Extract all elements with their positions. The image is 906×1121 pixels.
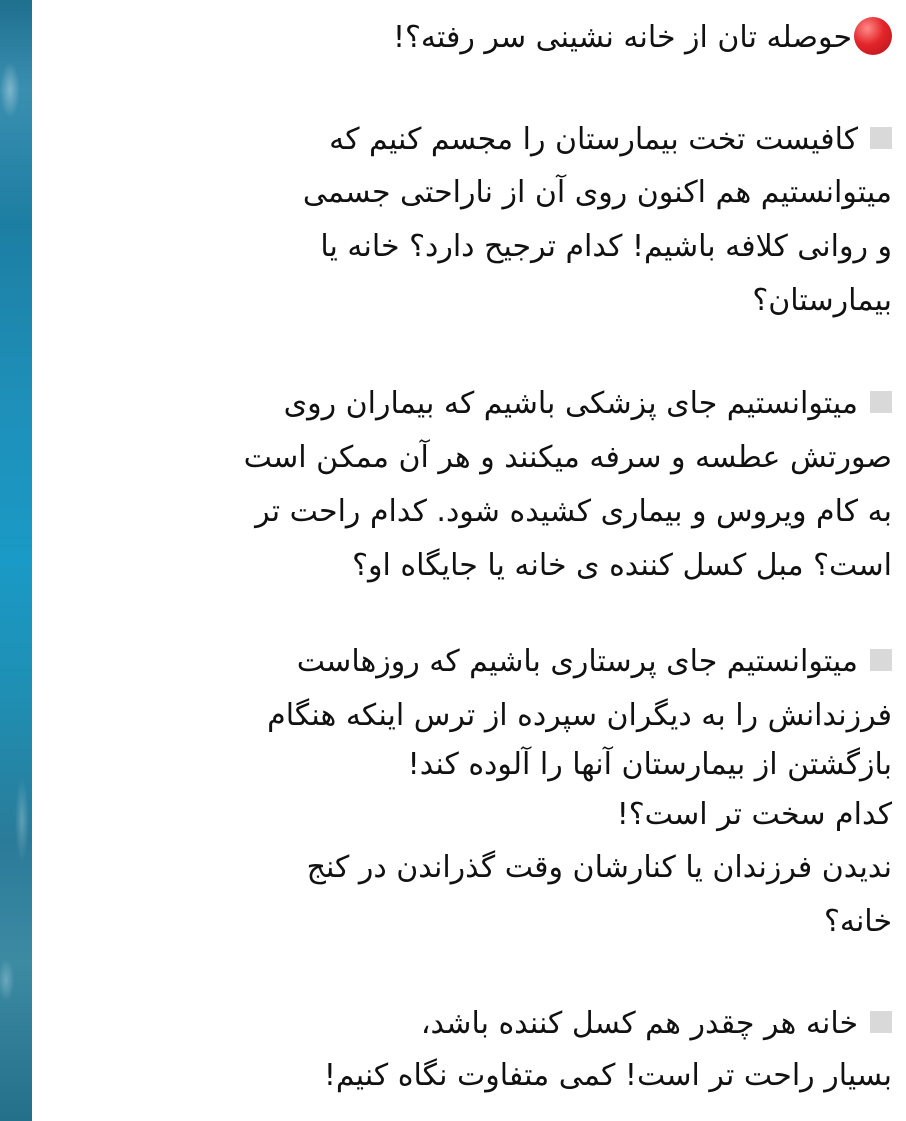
post-title: حوصله تان از خانه نشینی سر رفته؟! xyxy=(393,12,892,64)
background-ocean-image xyxy=(0,0,32,1121)
post-text xyxy=(60,0,892,1121)
paragraph-1-line-2: میتوانستیم هم اکنون روی آن از ناراحتی جسمی xyxy=(302,175,892,210)
paragraph-2-line-4: است؟ مبل کسل کننده ی خانه یا جایگاه او؟ xyxy=(352,548,892,583)
paragraph-1-line-4: بیمارستان؟ xyxy=(752,283,892,318)
paragraph-3-line-2: فرزندانش را به دیگران سپرده از ترس اینکه هنگام xyxy=(267,698,892,733)
gray-square-icon xyxy=(870,1011,892,1033)
paragraph-2-line-3: به کام ویروس و بیماری کشیده شود. کدام راحت تر xyxy=(255,494,892,529)
gray-square-icon xyxy=(870,649,892,671)
paragraph-2-line-1: میتوانستیم جای پزشکی باشیم که بیماران روی xyxy=(284,378,892,430)
paragraph-3-line-1: میتوانستیم جای پرستاری باشیم که روزهاست xyxy=(297,636,892,688)
gray-square-icon xyxy=(870,127,892,149)
paragraph-4-line-2: بسیار راحت تر است! کمی متفاوت نگاه کنیم! xyxy=(323,1058,892,1093)
paragraph-3-line-4: کدام سخت تر است؟! xyxy=(616,797,892,832)
red-circle-icon xyxy=(854,17,892,55)
paragraph-1-line-1: کافیست تخت بیمارستان را مجسم کنیم که xyxy=(329,114,892,166)
paragraph-3-line-6: خانه؟ xyxy=(823,904,892,939)
gray-square-icon xyxy=(870,391,892,413)
paragraph-3-line-5: ندیدن فرزندان یا کنارشان وقت گذراندن در کنج xyxy=(306,850,892,885)
paragraph-2-line-2: صورتش عطسه و سرفه میکنند و هر آن ممکن است xyxy=(243,440,892,475)
paragraph-4-line-1: خانه هر چقدر هم کسل کننده باشد، xyxy=(421,998,892,1050)
paragraph-3-line-3: بازگشتن از بیمارستان آنها را آلوده کند! xyxy=(407,747,892,782)
paragraph-1-line-3: و روانی کلافه باشیم! کدام ترجیح دارد؟ خانه یا xyxy=(320,229,892,264)
